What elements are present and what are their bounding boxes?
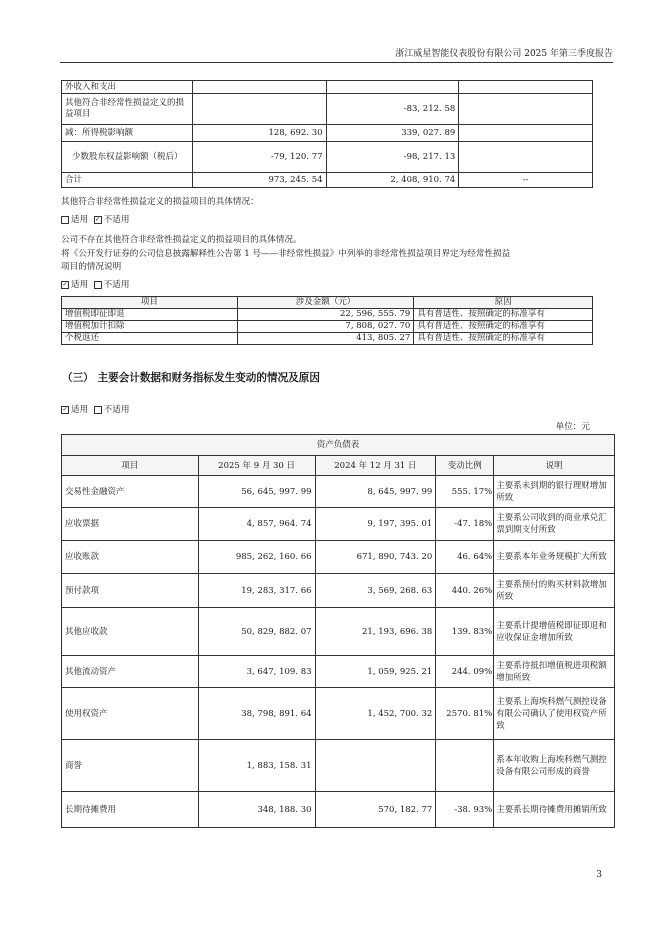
item-cell: 长期待摊费用 xyxy=(62,792,199,828)
row-label: 减：所得税影响额 xyxy=(62,125,193,142)
row-label: 少数股东权益影响额（税后） xyxy=(62,142,193,173)
change-cell: 46. 64% xyxy=(436,541,494,574)
prior-cell: 1, 059, 925. 21 xyxy=(315,656,436,688)
checkbox-applicable-checked[interactable]: ✓ xyxy=(62,280,68,288)
cell-value xyxy=(459,125,593,142)
recurring-items-table xyxy=(61,296,593,345)
prior-cell: 8, 645, 997. 99 xyxy=(315,476,436,508)
section-title: （三） 主要会计数据和财务指标发生变动的情况及原因 xyxy=(62,372,320,384)
current-cell: 3, 647, 109. 83 xyxy=(198,656,315,688)
change-cell: -47. 18% xyxy=(436,508,494,541)
column-header: 变动比例 xyxy=(436,456,494,476)
not-applicable-label: 不适用 xyxy=(103,280,130,290)
unit-label: 单位：元 xyxy=(555,422,590,432)
table-row xyxy=(62,740,615,792)
checkbox-applicable-unchecked[interactable] xyxy=(61,216,69,224)
column-header: 2025 年 9 月 30 日 xyxy=(198,456,315,476)
table-header-row xyxy=(62,456,615,476)
note-cell: 主要系计提增值税即征即退和应收保证金增加所致 xyxy=(494,608,615,656)
column-header: 涉及金额（元） xyxy=(237,297,414,309)
current-cell: 985, 262, 160. 66 xyxy=(198,541,315,574)
prior-cell: 21, 193, 696. 38 xyxy=(315,608,436,656)
announcement-text-line2: 项目的情况说明 xyxy=(61,262,122,272)
other-items-detail-text: 其他符合非经常性损益定义的损益项目的具体情况： xyxy=(61,197,259,207)
reason-cell: 具有普适性、按照确定的标准享有 xyxy=(414,321,593,333)
cell-value xyxy=(459,142,593,173)
current-cell: 50, 829, 882. 07 xyxy=(198,608,315,656)
applicability-options-2 xyxy=(61,278,129,290)
prior-cell xyxy=(315,740,436,792)
item-cell: 其他应收款 xyxy=(62,608,199,656)
row-label: 外收入和支出 xyxy=(62,81,193,94)
current-cell: 19, 283, 317. 66 xyxy=(198,574,315,608)
change-cell: 2570. 81% xyxy=(436,688,494,740)
column-header: 说明 xyxy=(494,456,615,476)
column-header: 项目 xyxy=(62,297,238,309)
table-row xyxy=(62,321,593,333)
applicable-label: 适用 xyxy=(71,405,89,415)
report-header: 浙江威星智能仪表股份有限公司 2025 年第三季度报告 xyxy=(395,49,613,59)
prior-cell: 1, 452, 700. 32 xyxy=(315,688,436,740)
note-cell: 主要系预付的购买材料款增加所致 xyxy=(494,574,615,608)
cell-value: -79, 120. 77 xyxy=(192,142,326,173)
note-cell: 主要系未到期的银行理财增加所致 xyxy=(494,476,615,508)
no-other-items-text: 公司不存在其他符合非经常性损益定义的损益项目的具体情况。 xyxy=(61,235,302,245)
table-row xyxy=(62,94,593,125)
amount-cell: 7, 808, 027. 70 xyxy=(237,321,414,333)
balance-sheet-table xyxy=(61,434,615,828)
table-title-row xyxy=(62,435,615,456)
reason-cell: 具有普适性、按照确定的标准享有 xyxy=(414,333,593,345)
applicability-options-1 xyxy=(61,213,129,225)
cell-value: 2, 408, 910. 74 xyxy=(326,173,459,188)
cell-value: 973, 245. 54 xyxy=(192,173,326,188)
table-row xyxy=(62,142,593,173)
not-applicable-label: 不适用 xyxy=(103,405,130,415)
cell-value: -98, 217. 13 xyxy=(326,142,459,173)
not-applicable-label: 不适用 xyxy=(103,215,130,225)
cell-value xyxy=(459,94,593,125)
change-cell: 555. 17% xyxy=(436,476,494,508)
prior-cell: 671, 890, 743. 20 xyxy=(315,541,436,574)
table-row xyxy=(62,608,615,656)
change-cell: 440. 26% xyxy=(436,574,494,608)
checkbox-not-applicable-checked[interactable]: ✓ xyxy=(95,215,101,223)
item-cell: 交易性金融资产 xyxy=(62,476,199,508)
cell-value: -- xyxy=(459,173,593,188)
cell-value: 339, 027. 89 xyxy=(326,125,459,142)
table-title: 资产负债表 xyxy=(62,435,615,456)
cell-value xyxy=(192,94,326,125)
cell-value xyxy=(192,81,326,94)
cell-value: 128, 692. 30 xyxy=(192,125,326,142)
item-cell: 商誉 xyxy=(62,740,199,792)
item-cell: 预付款项 xyxy=(62,574,199,608)
checkbox-not-applicable-unchecked[interactable] xyxy=(94,406,102,414)
table-row xyxy=(62,125,593,142)
item-cell: 其他流动资产 xyxy=(62,656,199,688)
amount-cell: 413, 805. 27 xyxy=(237,333,414,345)
reason-cell: 具有普适性、按照确定的标准享有 xyxy=(414,309,593,321)
item-cell: 增值税加计扣除 xyxy=(62,321,238,333)
table-row xyxy=(62,541,615,574)
table-row xyxy=(62,508,615,541)
item-cell: 增值税即征即退 xyxy=(62,309,238,321)
item-cell: 使用权资产 xyxy=(62,688,199,740)
current-cell: 38, 798, 891. 64 xyxy=(198,688,315,740)
column-header: 原因 xyxy=(414,297,593,309)
note-cell: 主要系上海埃科燃气测控设备有限公司确认了使用权资产所致 xyxy=(494,688,615,740)
non-recurring-table xyxy=(61,80,593,188)
note-cell: 主要系待抵扣增值税进项税额增加所致 xyxy=(494,656,615,688)
table-row xyxy=(62,792,615,828)
note-cell: 主要系公司收到的商业承兑汇票到期支付所致 xyxy=(494,508,615,541)
column-header: 项目 xyxy=(62,456,199,476)
cell-value xyxy=(459,81,593,94)
table-row xyxy=(62,333,593,345)
change-cell: 139. 83% xyxy=(436,608,494,656)
current-cell: 56, 645, 997. 99 xyxy=(198,476,315,508)
announcement-text-line1: 将《公开发行证券的公司信息披露解释性公告第 1 号——非经常性损益》中列举的非经常性损益项目界定为经常性损益 xyxy=(61,249,511,259)
table-row xyxy=(62,173,593,188)
note-cell: 主要系长期待摊费用摊销所致 xyxy=(494,792,615,828)
applicable-label: 适用 xyxy=(71,215,89,225)
change-cell xyxy=(436,740,494,792)
table-row xyxy=(62,476,615,508)
change-cell: 244. 09% xyxy=(436,656,494,688)
header-divider xyxy=(60,62,613,63)
cell-value xyxy=(326,81,459,94)
amount-cell: 22, 596, 555. 79 xyxy=(237,309,414,321)
table-row xyxy=(62,309,593,321)
current-cell: 4, 857, 964. 74 xyxy=(198,508,315,541)
table-row xyxy=(62,688,615,740)
column-header: 2024 年 12 月 31 日 xyxy=(315,456,436,476)
applicable-label: 适用 xyxy=(71,280,89,290)
table-row xyxy=(62,656,615,688)
table-header-row xyxy=(62,297,593,309)
cell-value: -83, 212. 58 xyxy=(326,94,459,125)
item-cell: 应收账款 xyxy=(62,541,199,574)
row-label: 其他符合非经常性损益定义的损益项目 xyxy=(62,94,193,125)
current-cell: 348, 188. 30 xyxy=(198,792,315,828)
page-number: 3 xyxy=(596,870,602,880)
prior-cell: 9, 197, 395. 01 xyxy=(315,508,436,541)
table-row xyxy=(62,574,615,608)
item-cell: 应收票据 xyxy=(62,508,199,541)
note-cell: 主要系本年业务规模扩大所致 xyxy=(494,541,615,574)
applicability-options-3 xyxy=(61,403,129,415)
row-label: 合计 xyxy=(62,173,193,188)
table-row xyxy=(62,81,593,94)
change-cell: -38. 93% xyxy=(436,792,494,828)
checkbox-applicable-checked[interactable]: ✓ xyxy=(62,405,68,413)
current-cell: 1, 883, 158. 31 xyxy=(198,740,315,792)
item-cell: 个税返还 xyxy=(62,333,238,345)
checkbox-not-applicable-unchecked[interactable] xyxy=(94,281,102,289)
note-cell: 系本年收购上海埃科燃气测控设备有限公司形成的商誉 xyxy=(494,740,615,792)
prior-cell: 3, 569, 268. 63 xyxy=(315,574,436,608)
prior-cell: 570, 182. 77 xyxy=(315,792,436,828)
